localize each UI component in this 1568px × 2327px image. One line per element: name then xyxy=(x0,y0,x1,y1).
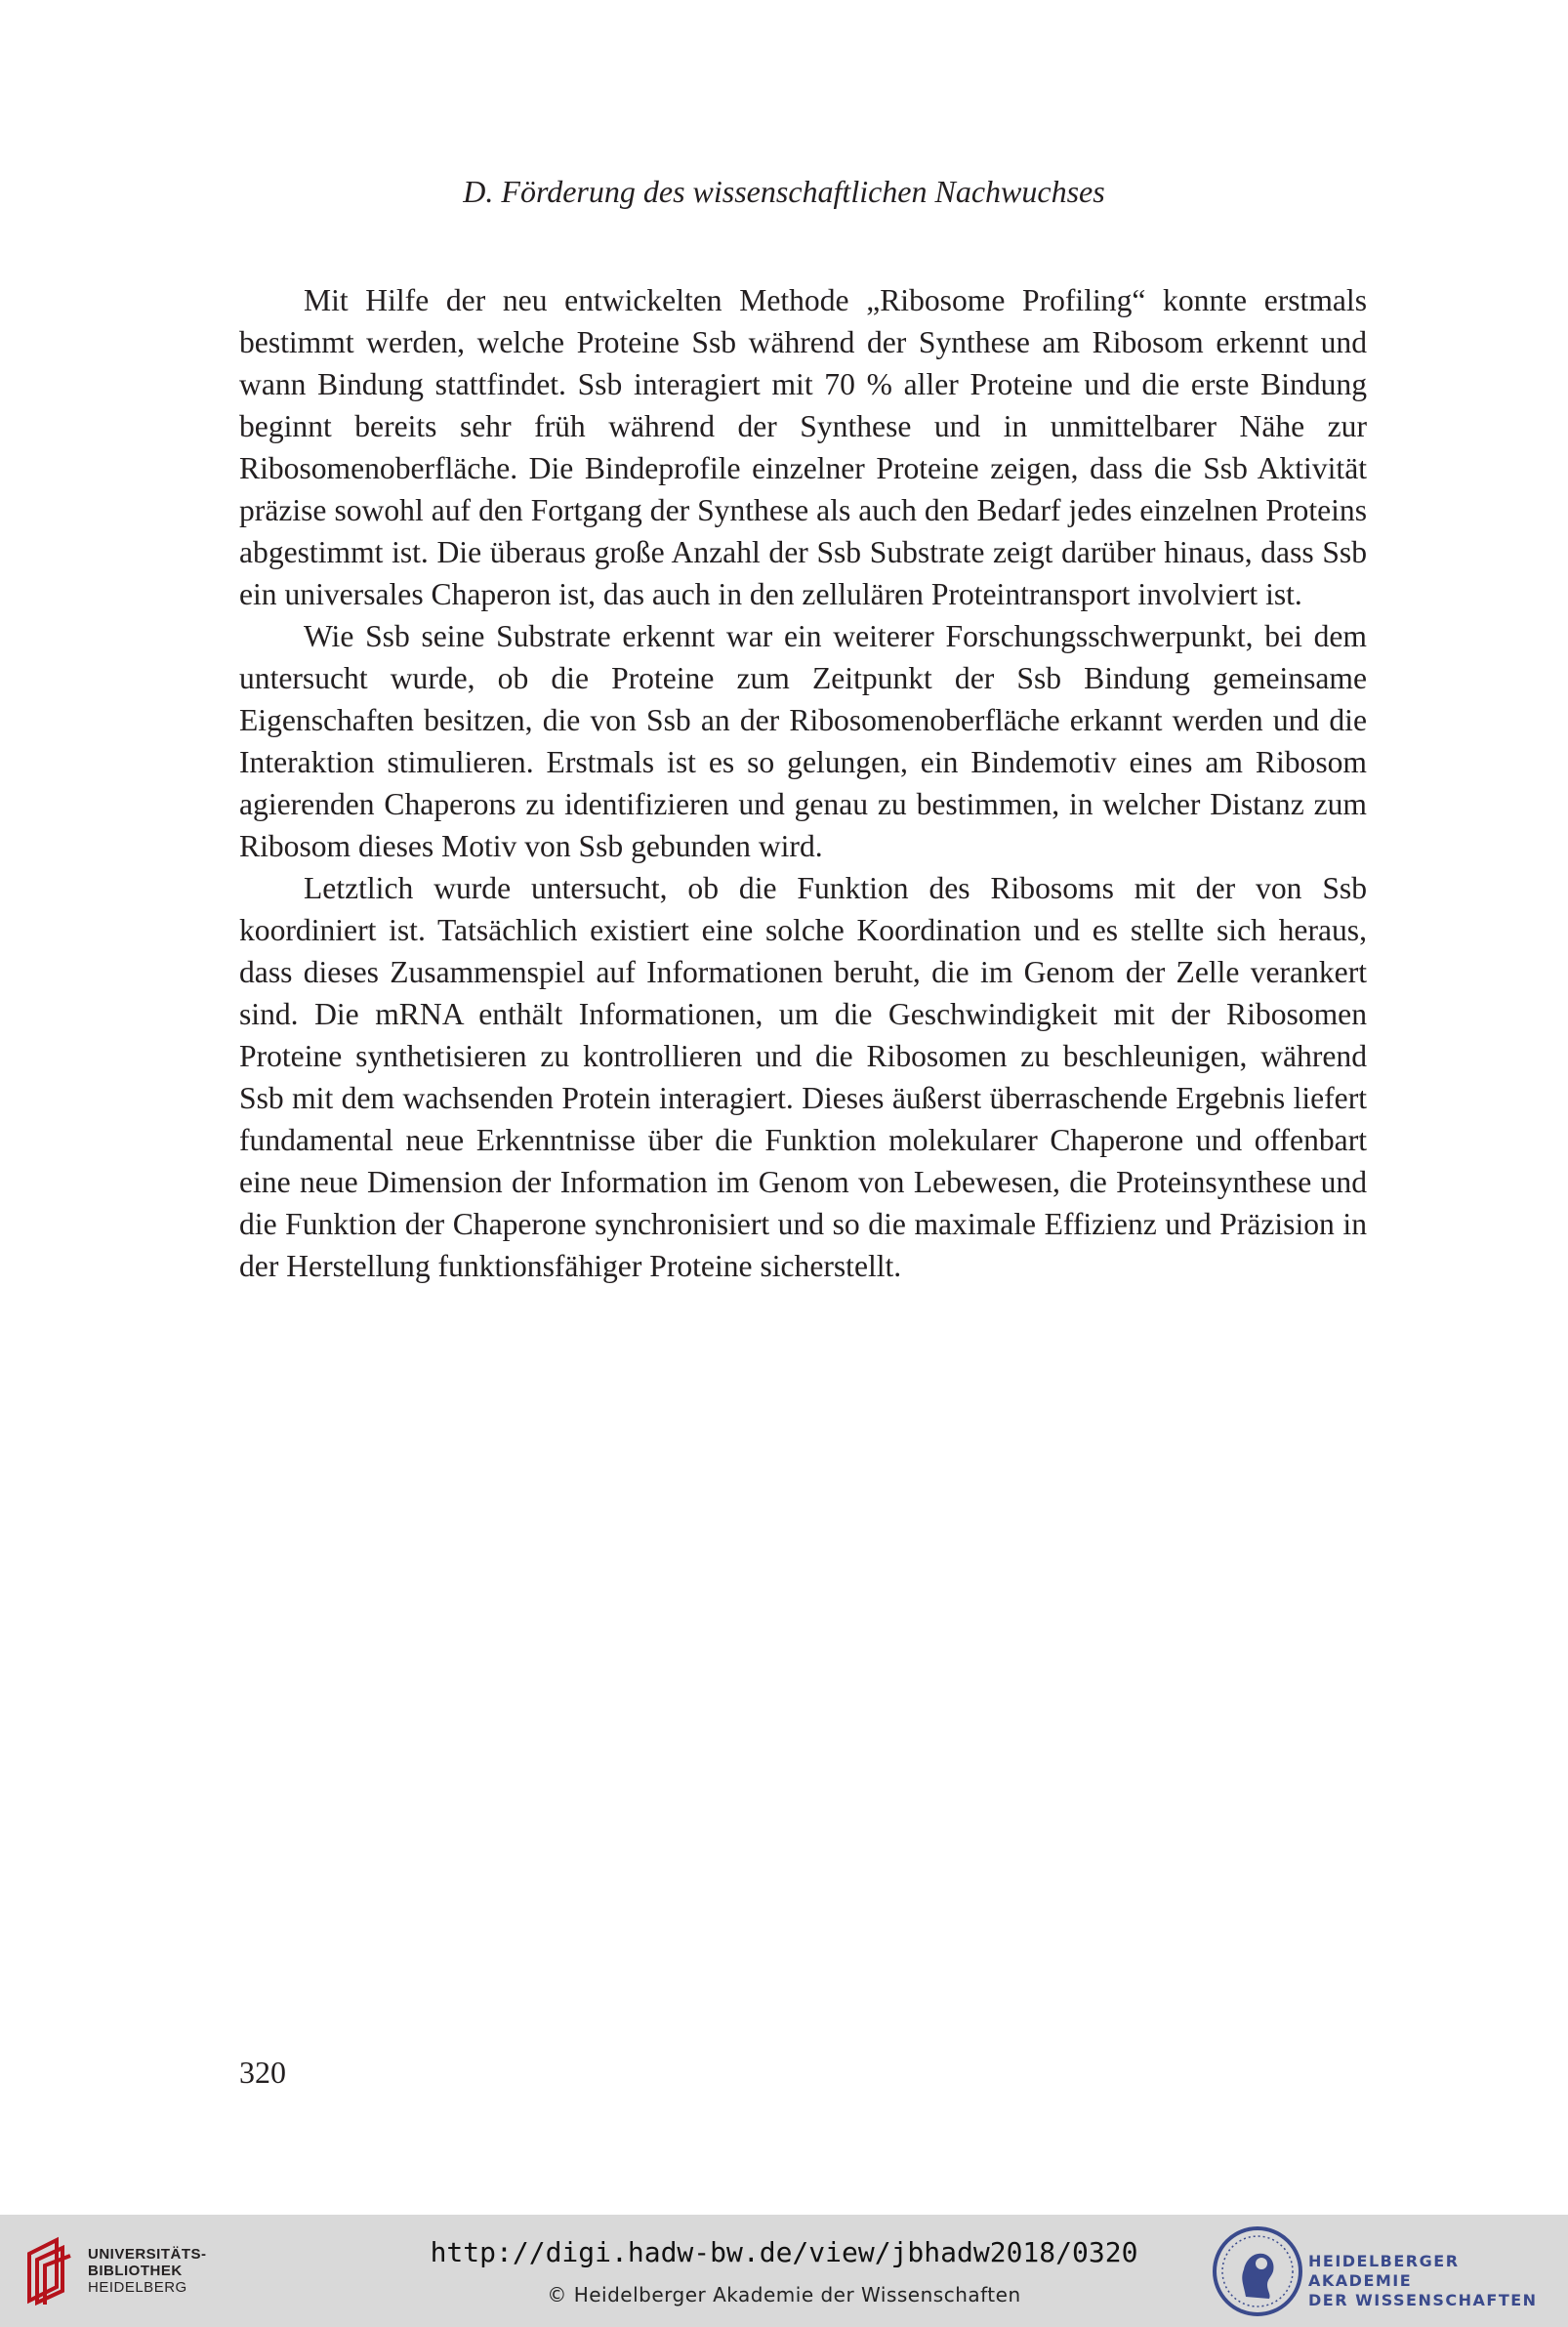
paragraph: Wie Ssb seine Substrate erkennt war ein weiterer Forschungsschwerpunkt, bei dem untersucht wurde, ob die Proteine zum Zeitpunkt der Ssb Bindung gemeinsame Eigenschaften besitzen, die von Ssb an der Ribosomenoberfläche erkannt werden und die Interaktion stimulieren. Erstmals ist es so gelungen, ein Bindemotiv eines am Ribosom agierenden Chaperons zu identifizieren und genau zu bestimmen, in welcher Distanz zum Ribosom dieses Motiv von Ssb gebunden wird. xyxy=(239,619,1367,863)
body-text xyxy=(239,279,1367,1287)
library-logo-line: BIBLIOTHEK xyxy=(88,2263,183,2279)
academy-seal-icon[interactable] xyxy=(1211,2224,1304,2318)
paragraph: Letztlich wurde untersucht, ob die Funktion des Ribosoms mit der von Ssb koordiniert ist. Tatsächlich existiert eine solche Koordination und es stellte sich heraus, dass dieses Zusammenspiel auf Informationen beruht, die im Genom der Zelle verankert sind. Die mRNA enthält Informationen, um die Geschwindigkeit mit der Ribosomen Proteine synthetisieren zu kontrollieren und die Ribosomen zu beschleunigen, während Ssb mit dem wachsenden Protein interagiert. Dieses äußerst überraschende Ergebnis liefert fundamental neue Erkenntnisse über die Funktion molekularer Chaperone und offenbart eine neue Dimension der Information im Genom von Lebewesen, die Proteinsynthese und die Funktion der Chaperone synchronisiert und so die maximale Effizienz und Präzision in der Herstellung funktionsfähiger Proteine sicherstellt. xyxy=(239,871,1367,1283)
academy-name-line: HEIDELBERGER AKADEMIE xyxy=(1308,2252,1460,2290)
library-logo-line: UNIVERSITÄTS- xyxy=(88,2246,207,2263)
footer-bar xyxy=(0,2215,1568,2327)
running-header: D. Förderung des wissenschaftlichen Nachwuchses xyxy=(463,174,1105,209)
academy-name-line: DER WISSENSCHAFTEN xyxy=(1308,2291,1538,2309)
paragraph: Mit Hilfe der neu entwickelten Methode „Ribosome Profiling“ konnte erstmals bestimmt werden, welche Proteine Ssb während der Synthese am Ribosom erkennt und wann Bindung stattfindet. Ssb interagiert mit 70 % aller Proteine und die erste Bindung beginnt bereits sehr früh während der Synthese und in unmittelbarer Nähe zur Ribosomenoberfläche. Die Bindeprofile einzelner Proteine zeigen, dass die Ssb Aktivität präzise sowohl auf den Fortgang der Synthese als auch den Bedarf jedes einzelnen Proteins abgestimmt ist. Die überaus große Anzahl der Ssb Substrate zeigt darüber hinaus, dass Ssb ein universales Chaperon ist, das auch in den zellulären Proteintransport involviert ist. xyxy=(239,283,1367,611)
permalink-url[interactable]: http://digi.hadw-bw.de/view/jbhadw2018/0320 xyxy=(430,2236,1138,2268)
page-number: 320 xyxy=(239,2055,286,2090)
copyright-notice: © Heidelberger Akademie der Wissenschaften xyxy=(547,2283,1021,2306)
academy-name xyxy=(1308,2252,1568,2310)
library-logo-line: HEIDELBERG xyxy=(88,2279,187,2296)
